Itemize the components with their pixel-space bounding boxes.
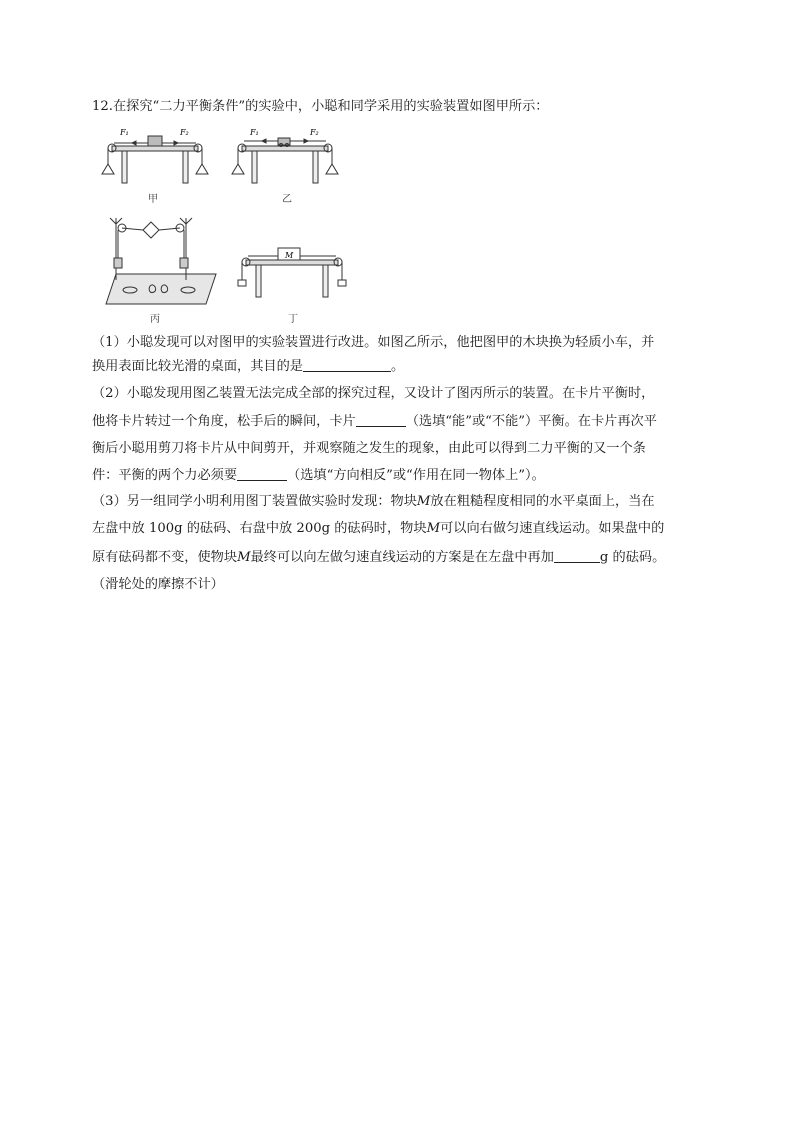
part3-line3: 原有砝码都不变，使物块M最终可以向左做匀速直线运动的方案是在左盘中再加 g 的砝码。 [92,550,666,565]
caption-ding: 丁 [288,314,298,325]
part3-line4: （滑轮处的摩擦不计） [92,577,224,592]
card [143,222,159,238]
part3-line2: 左盘中放 100g 的砝码、右盘中放 200g 的砝码时，物块M可以向右做匀速直线运动。如果盘中的 [92,521,665,536]
figure-jia [100,126,210,186]
table-top [112,146,198,151]
answer-blank-1[interactable] [303,357,391,372]
figure-ding [234,244,350,300]
caption-bing: 丙 [150,314,160,325]
answer-blank-4[interactable] [554,548,600,563]
figure-yi [230,126,340,186]
answer-blank-3[interactable] [237,466,287,481]
part1-line1: （1）小聪发现可以对图甲的实验装置进行改进。如图乙所示，他把图甲的木块换为轻质小车，并 [92,335,655,350]
force-label-left: F₁ [250,128,259,137]
wood-block [148,136,162,146]
part2-line2: 他将卡片转过一个角度，松手后的瞬间，卡片 （选填“能”或“不能”）平衡。在卡片再次平 [92,414,657,429]
force-label-right: F₂ [180,128,189,137]
caption-jia: 甲 [148,194,158,205]
part1-line2: 换用表面比较光滑的桌面，其目的是 。 [92,359,405,374]
part2-line1: （2）小聪发现用图乙装置无法完成全部的探究过程，又设计了图丙所示的装置。在卡片平衡时， [92,386,655,401]
answer-blank-2[interactable] [356,412,406,427]
part2-line4: 件：平衡的两个力必须要 （选填“方向相反”或“作用在同一物体上”）。 [92,468,545,483]
force-label-right: F₂ [310,128,319,137]
block-label: M [285,251,294,260]
figure-bing [98,212,218,310]
part3-line1: （3）另一组同学小明利用图丁装置做实验时发现：物块M放在粗糙程度相同的水平桌面上，当在 [92,494,655,509]
question-stem: 12.在探究“二力平衡条件”的实验中，小聪和同学采用的实验装置如图甲所示： [92,99,549,114]
part2-line3: 衡后小聪用剪刀将卡片从中间剪开，并观察随之发生的现象，由此可以得到二力平衡的又一个条 [92,441,646,456]
caption-yi: 乙 [282,194,292,205]
force-label-left: F₁ [120,128,129,137]
